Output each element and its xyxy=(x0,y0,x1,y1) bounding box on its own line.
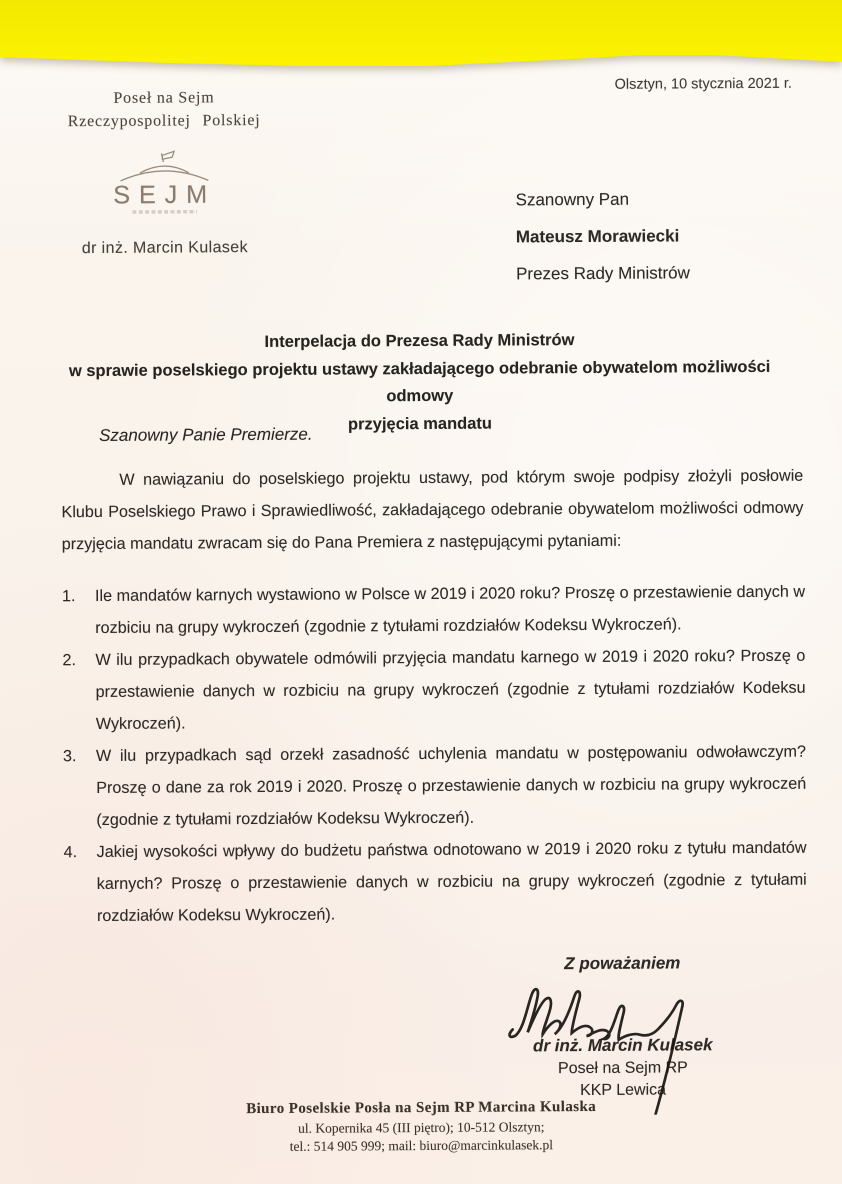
letterhead-title-line1: Poseł na Sejm xyxy=(113,89,215,107)
question-number: 4. xyxy=(63,843,78,862)
question-number: 1. xyxy=(61,587,76,606)
body-paragraph: W nawiązaniu do poselskiego projektu ustawy, pod którym swoje podpisy złożyli posłowie Klubu Poselskiego Prawo i Sprawiedliwość, zakładającego odebranie obywatelom możliwości odmowy przyjęcia mandatu zwracam się do Pana Premiera z następującymi pytaniami: xyxy=(61,466,804,554)
subject-line1: Interpelacja do Prezesa Rady Ministrów xyxy=(264,331,575,351)
question-text: Jakiej wysokości wpływy do budżetu państwa odnotowano w 2019 i 2020 roku z tytułu mandatów karnych? Proszę o przestawienie danych w rozbiciu na grupy wykroczeń (zgodnie z tytułami rozdziałów Kodeksu Wykroczeń). xyxy=(96,838,807,925)
question-item xyxy=(63,736,807,837)
recipient-salutation: Szanowny Pan xyxy=(515,189,630,210)
question-item xyxy=(62,576,805,645)
question-number: 3. xyxy=(62,747,77,766)
deputy-name: dr inż. Marcin Kulasek xyxy=(81,239,249,258)
subject-line2: w sprawie poselskiego projektu ustawy zakładającego odebranie obywatelom możliwości odmowy xyxy=(68,357,771,406)
valediction: Z poważaniem xyxy=(564,953,681,974)
question-text: Ile mandatów karnych wystawiono w Polsce w 2019 i 2020 roku? Proszę o przestawienie danych w rozbiciu na grupy wykroczeń (zgodnie z tytułami rozdziałów Kodeksu Wykroczeń). xyxy=(94,582,806,637)
recipient-title: Prezes Rady Ministrów xyxy=(516,263,690,284)
footer-address: ul. Kopernika 45 (III piętro); 10-512 Olsztyn; xyxy=(298,1119,545,1136)
question-number: 2. xyxy=(62,651,76,670)
recipient-block xyxy=(515,180,690,292)
signer-club: KKP Lewica xyxy=(579,1081,667,1100)
footer-contact: tel.: 514 905 999; mail: biuro@marcinkulasek.pl xyxy=(289,1137,554,1154)
greeting: Szanowny Panie Premierze. xyxy=(98,424,313,445)
question-text: W ilu przypadkach sąd orzekł zasadność uchylenia mandatu w postępowaniu odwoławczym? Proszę o dane za rok 2019 i 2020. Proszę o przestawienie danych w rozbiciu na grupy wykroczeń (zgodnie z tytułami rozdziałów Kodeksu Wykroczeń). xyxy=(95,742,807,829)
date-line: Olsztyn, 10 stycznia 2021 r. xyxy=(614,75,792,93)
question-item xyxy=(62,640,806,741)
footer-office-name: Biuro Poselskie Posła na Sejm RP Marcina Kulaska xyxy=(246,1098,597,1118)
closing-block xyxy=(502,953,742,974)
signer-block xyxy=(503,1034,743,1103)
questions-list xyxy=(62,576,807,933)
subject-title xyxy=(38,326,801,441)
question-item xyxy=(63,832,807,933)
sejm-logo-icon xyxy=(99,144,229,223)
signer-name: dr inż. Marcin Kulasek xyxy=(532,1035,713,1056)
sejm-logo-text: SEJM xyxy=(113,180,217,210)
footer-block xyxy=(3,1097,839,1156)
signer-role: Poseł na Sejm RP xyxy=(557,1058,688,1077)
letterhead xyxy=(53,89,276,258)
letterhead-title-line2: Rzeczypospolitej Polskiej xyxy=(67,111,261,131)
subject-line3: przyjęcia mandatu xyxy=(347,414,493,433)
recipient-name: Mateusz Morawiecki xyxy=(515,226,680,247)
question-text: W ilu przypadkach obywatele odmówili przyjęcia mandatu karnego w 2019 i 2020 roku? Proszę o przestawienie danych w rozbiciu na grupy wykroczeń (zgodnie z tytułami rozdziałów Kodeksu Wykroczeń). xyxy=(95,646,806,733)
